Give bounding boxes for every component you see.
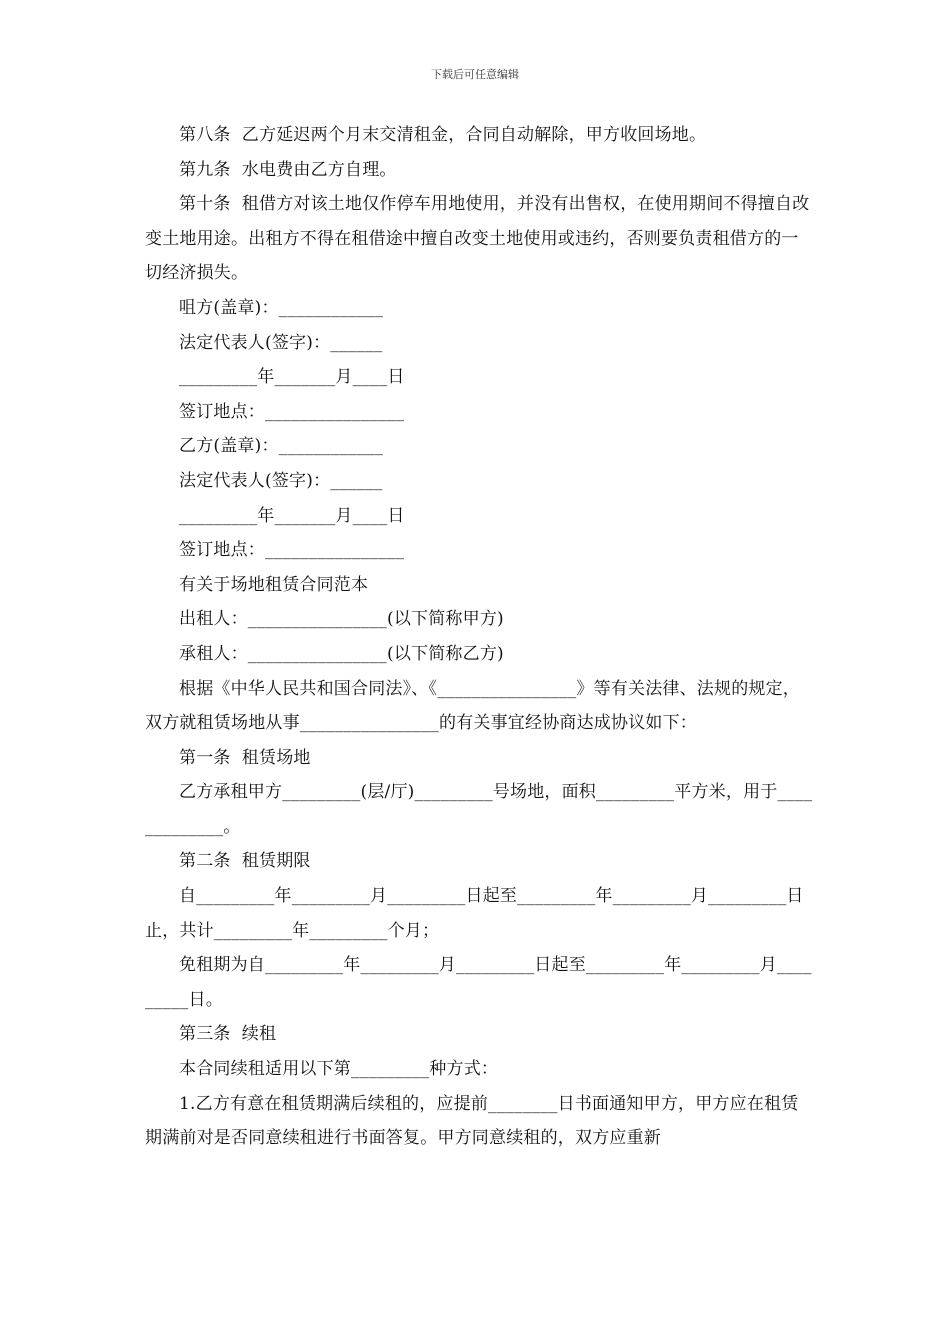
article-2-term: 自_________年_________月_________日起至_________年_________月_________日止，共计_________年_________个月； [145,886,804,941]
section-title: 有关于场地租赁合同范本 [179,574,369,595]
party-a-representative-line: 法定代表人(签字)：______ [179,332,383,353]
lessee-line: 承租人：________________(以下简称乙方) [179,643,504,664]
party-b-seal-line: 乙方(盖章)：____________ [179,436,384,457]
party-b-signing-place-line: 签订地点：________________ [179,540,405,561]
party-b-date-line: _________年_______月____日 [179,505,405,526]
article-1-body: 乙方承租甲方_________(层/厅)_________号场地，面积_________平方米，用于_____________。 [145,782,813,837]
article-9: 第九条 水电费由乙方自理。 [179,159,397,180]
preamble: 根据《中华人民共和国合同法》、《________________》等有关法律、法规的规定，双方就租赁场地从事________________的有关事宜经协商达成协议如下： [145,678,800,734]
document-body [145,118,813,1156]
article-3-heading: 第三条 续租 [179,1024,277,1045]
party-a-seal-line: 咀方(盖章)：____________ [179,297,384,318]
article-10: 第十条 租借方对该土地仅作停车用地使用，并没有出售权，在使用期间不得擅自改变土地用途。出租方不得在租借途中擅自改变土地使用或违约，否则要负责租借方的一切经济损失。 [145,194,810,284]
party-b-representative-line: 法定代表人(签字)：______ [179,470,383,491]
article-2-rent-free: 免租期为自_________年_________月_________日起至_________年_________月_________日。 [145,955,812,1010]
party-a-date-line: _________年_______月____日 [179,367,405,388]
article-1-heading: 第一条 租赁场地 [179,747,311,768]
party-a-signing-place-line: 签订地点：________________ [179,401,405,422]
article-3-intro: 本合同续租适用以下第_________种方式： [179,1059,499,1080]
article-8: 第八条 乙方延迟两个月末交清租金，合同自动解除，甲方收回场地。 [179,125,707,145]
page-header: 下载后可任意编辑 [431,68,519,81]
article-2-heading: 第二条 租赁期限 [179,851,311,872]
article-3-item-1: 1.乙方有意在租赁期满后续租的，应提前________日书面通知甲方，甲方应在租赁期满前对是否同意续租进行书面答复。甲方同意续租的，双方应重新 [145,1093,799,1149]
lessor-line: 出租人：________________(以下简称甲方) [179,609,504,630]
